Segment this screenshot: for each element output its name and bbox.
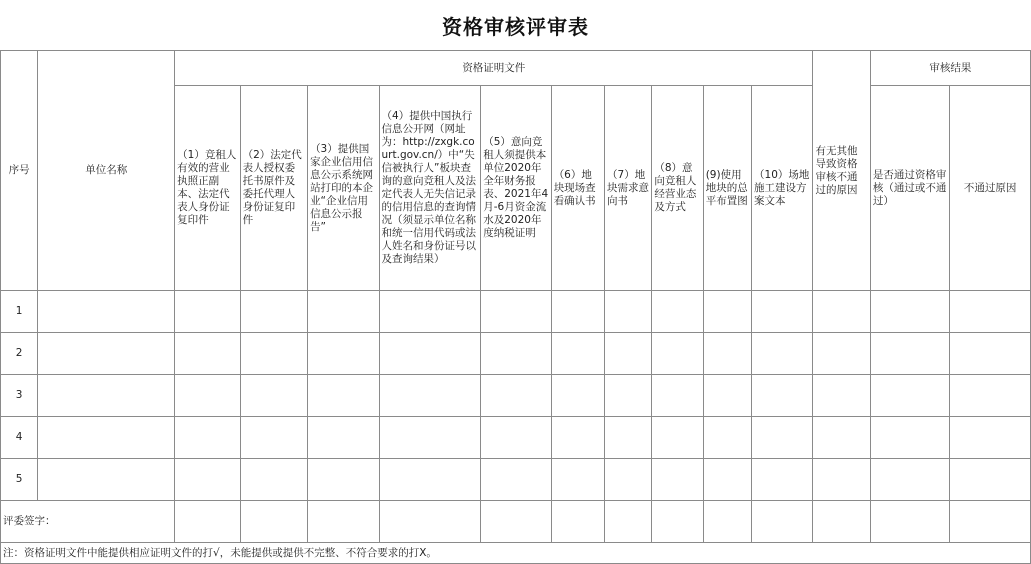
cell-doc[interactable] bbox=[551, 417, 604, 459]
cell-doc[interactable] bbox=[240, 333, 307, 375]
col-header-doc-3: （3）提供国家企业信用信息公示系统网站打印的本企业“企业信用信息公示报告” bbox=[308, 86, 379, 291]
cell-doc[interactable] bbox=[379, 333, 481, 375]
col-header-other-reason: 有无其他导致资格审核不通过的原因 bbox=[813, 51, 870, 291]
signature-cell[interactable] bbox=[551, 501, 604, 543]
cell-doc[interactable] bbox=[481, 333, 551, 375]
cell-doc[interactable] bbox=[752, 375, 813, 417]
cell-fail-reason[interactable] bbox=[950, 417, 1031, 459]
cell-pass[interactable] bbox=[870, 333, 950, 375]
col-header-doc-1: （1）竞租人有效的营业执照正副本、法定代表人身份证复印件 bbox=[175, 86, 240, 291]
cell-unit-name[interactable] bbox=[38, 333, 175, 375]
col-header-fail-reason: 不通过原因 bbox=[950, 86, 1031, 291]
cell-pass[interactable] bbox=[870, 375, 950, 417]
cell-doc[interactable] bbox=[652, 333, 703, 375]
cell-doc[interactable] bbox=[605, 375, 652, 417]
signature-cell[interactable] bbox=[652, 501, 703, 543]
signature-cell[interactable] bbox=[308, 501, 379, 543]
cell-doc[interactable] bbox=[703, 375, 751, 417]
cell-fail-reason[interactable] bbox=[950, 333, 1031, 375]
cell-doc[interactable] bbox=[703, 291, 751, 333]
cell-doc[interactable] bbox=[379, 417, 481, 459]
signature-label: 评委签字： bbox=[1, 501, 175, 543]
col-header-pass: 是否通过资格审核（通过或不通过） bbox=[870, 86, 950, 291]
cell-other-reason[interactable] bbox=[813, 291, 870, 333]
cell-doc[interactable] bbox=[703, 333, 751, 375]
cell-doc[interactable] bbox=[308, 459, 379, 501]
cell-doc[interactable] bbox=[752, 333, 813, 375]
cell-doc[interactable] bbox=[752, 459, 813, 501]
cell-doc[interactable] bbox=[551, 291, 604, 333]
cell-doc[interactable] bbox=[652, 417, 703, 459]
cell-unit-name[interactable] bbox=[38, 459, 175, 501]
cell-doc[interactable] bbox=[240, 459, 307, 501]
cell-doc[interactable] bbox=[752, 417, 813, 459]
col-header-unit-name: 单位名称 bbox=[38, 51, 175, 291]
cell-doc[interactable] bbox=[175, 375, 240, 417]
cell-doc[interactable] bbox=[605, 459, 652, 501]
group-header-docs: 资格证明文件 bbox=[175, 51, 813, 86]
cell-doc[interactable] bbox=[652, 291, 703, 333]
cell-doc[interactable] bbox=[551, 333, 604, 375]
cell-doc[interactable] bbox=[175, 459, 240, 501]
table-row bbox=[1, 375, 1031, 417]
signature-cell[interactable] bbox=[481, 501, 551, 543]
cell-doc[interactable] bbox=[481, 291, 551, 333]
cell-other-reason[interactable] bbox=[813, 459, 870, 501]
note-row bbox=[1, 543, 1031, 564]
cell-doc[interactable] bbox=[175, 291, 240, 333]
cell-doc[interactable] bbox=[605, 291, 652, 333]
signature-row bbox=[1, 501, 1031, 543]
cell-pass[interactable] bbox=[870, 417, 950, 459]
group-header-result: 审核结果 bbox=[870, 51, 1030, 86]
table-row bbox=[1, 333, 1031, 375]
signature-cell[interactable] bbox=[813, 501, 870, 543]
cell-unit-name[interactable] bbox=[38, 417, 175, 459]
cell-doc[interactable] bbox=[481, 375, 551, 417]
signature-cell[interactable] bbox=[379, 501, 481, 543]
cell-doc[interactable] bbox=[551, 375, 604, 417]
cell-doc[interactable] bbox=[605, 417, 652, 459]
row-index: 2 bbox=[1, 333, 38, 375]
row-index: 4 bbox=[1, 417, 38, 459]
row-index: 1 bbox=[1, 291, 38, 333]
signature-cell[interactable] bbox=[240, 501, 307, 543]
cell-doc[interactable] bbox=[703, 417, 751, 459]
cell-doc[interactable] bbox=[175, 417, 240, 459]
cell-unit-name[interactable] bbox=[38, 375, 175, 417]
cell-doc[interactable] bbox=[551, 459, 604, 501]
signature-cell[interactable] bbox=[752, 501, 813, 543]
signature-cell[interactable] bbox=[870, 501, 950, 543]
col-header-doc-5: （5）意向竞租人须提供本单位2020年全年财务报表、2021年4月-6月资金流水及2020年度纳税证明 bbox=[481, 86, 551, 291]
row-index: 5 bbox=[1, 459, 38, 501]
col-header-doc-4: （4）提供中国执行信息公开网（网址为：http://zxgk.court.gov.cn/）中“失信被执行人”板块查询的意向竞租人及法定代表人无失信记录的信用信息的查询情况（须显示单位名称和统一信用代码或法人姓名和身份证号以及查询结果） bbox=[379, 86, 481, 291]
cell-doc[interactable] bbox=[652, 375, 703, 417]
signature-cell[interactable] bbox=[175, 501, 240, 543]
cell-pass[interactable] bbox=[870, 291, 950, 333]
col-header-doc-6: （6）地块现场查看确认书 bbox=[551, 86, 604, 291]
cell-doc[interactable] bbox=[175, 333, 240, 375]
cell-doc[interactable] bbox=[652, 459, 703, 501]
review-table bbox=[0, 50, 1031, 564]
cell-doc[interactable] bbox=[240, 375, 307, 417]
signature-cell[interactable] bbox=[605, 501, 652, 543]
page-title: 资格审核评审表 bbox=[442, 14, 589, 39]
cell-doc[interactable] bbox=[308, 333, 379, 375]
cell-doc[interactable] bbox=[481, 417, 551, 459]
cell-pass[interactable] bbox=[870, 459, 950, 501]
table-row bbox=[1, 459, 1031, 501]
row-index: 3 bbox=[1, 375, 38, 417]
cell-doc[interactable] bbox=[703, 459, 751, 501]
signature-cell[interactable] bbox=[950, 501, 1031, 543]
cell-other-reason[interactable] bbox=[813, 417, 870, 459]
cell-other-reason[interactable] bbox=[813, 375, 870, 417]
header-row-1 bbox=[1, 51, 1031, 86]
cell-other-reason[interactable] bbox=[813, 333, 870, 375]
col-header-doc-9: (9)使用地块的总平布置图 bbox=[703, 86, 751, 291]
signature-cell[interactable] bbox=[703, 501, 751, 543]
table-row bbox=[1, 417, 1031, 459]
cell-doc[interactable] bbox=[240, 291, 307, 333]
footnote: 注：资格证明文件中能提供相应证明文件的打√，未能提供或提供不完整、不符合要求的打X。 bbox=[1, 543, 1031, 564]
col-header-doc-2: （2）法定代表人授权委托书原件及委托代理人身份证复印件 bbox=[240, 86, 307, 291]
cell-doc[interactable] bbox=[308, 291, 379, 333]
cell-fail-reason[interactable] bbox=[950, 291, 1031, 333]
cell-doc[interactable] bbox=[308, 417, 379, 459]
cell-fail-reason[interactable] bbox=[950, 459, 1031, 501]
cell-doc[interactable] bbox=[379, 291, 481, 333]
cell-doc[interactable] bbox=[605, 333, 652, 375]
cell-doc[interactable] bbox=[379, 459, 481, 501]
table-row bbox=[1, 291, 1031, 333]
col-header-doc-8: （8）意向竞租人经营业态及方式 bbox=[652, 86, 703, 291]
cell-doc[interactable] bbox=[308, 375, 379, 417]
cell-fail-reason[interactable] bbox=[950, 375, 1031, 417]
cell-doc[interactable] bbox=[240, 417, 307, 459]
cell-unit-name[interactable] bbox=[38, 291, 175, 333]
cell-doc[interactable] bbox=[481, 459, 551, 501]
cell-doc[interactable] bbox=[379, 375, 481, 417]
col-header-doc-7: （7）地块需求意向书 bbox=[605, 86, 652, 291]
col-header-doc-10: （10）场地施工建设方案文本 bbox=[752, 86, 813, 291]
col-header-seq: 序号 bbox=[1, 51, 38, 291]
cell-doc[interactable] bbox=[752, 291, 813, 333]
